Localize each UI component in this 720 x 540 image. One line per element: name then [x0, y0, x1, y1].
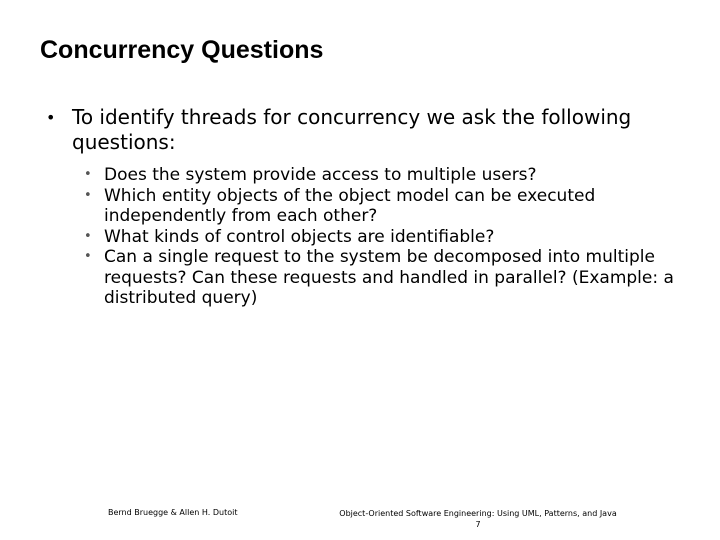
sub-bullet-text: Does the system provide access to multiple users?: [104, 165, 537, 185]
sub-bullet-marker: •: [84, 167, 92, 182]
footer-authors: Bernd Bruegge & Allen H. Dutoit: [108, 508, 238, 517]
sub-bullet-marker: •: [84, 187, 92, 203]
sub-bullet-text: What kinds of control objects are identifiable?: [104, 226, 495, 247]
slide-title: Concurrency Questions: [40, 36, 324, 64]
sub-bullet-marker: •: [84, 228, 92, 244]
sub-bullet-item: [84, 186, 684, 227]
sub-bullet-item: [84, 227, 684, 248]
sub-bullet-marker: •: [84, 249, 92, 264]
sub-bullet-list: [84, 165, 684, 309]
bullet-marker: •: [46, 108, 56, 127]
main-bullet: [46, 105, 666, 155]
sub-bullet-item: [84, 247, 684, 309]
main-bullet-text: To identify threads for concurrency we ask the following questions:: [72, 105, 632, 154]
page-number: 7: [475, 520, 481, 529]
sub-bullet-item: [84, 165, 684, 186]
sub-bullet-text: Can a single request to the system be decomposed into multiple requests? Can these requests and handled in parallel? (Example: a distributed query): [104, 247, 674, 308]
footer-book-info: [304, 508, 652, 530]
footer-book-title: Object-Oriented Software Engineering: Using UML, Patterns, and Java: [339, 509, 617, 518]
sub-bullet-text: Which entity objects of the object model can be executed independently from each other?: [104, 185, 596, 226]
